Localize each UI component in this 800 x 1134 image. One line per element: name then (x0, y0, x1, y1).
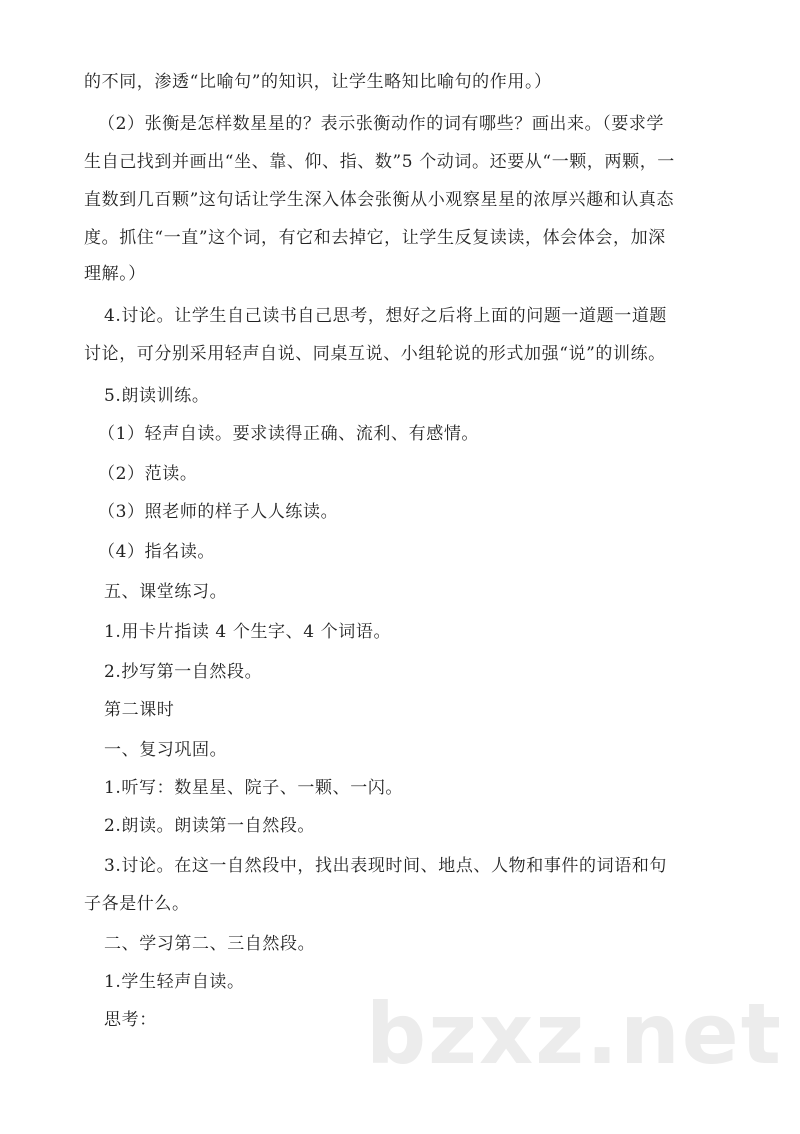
text-line: 一、复习巩固。 (104, 740, 228, 760)
text-line: 2.朗读。朗读第一自然段。 (104, 816, 316, 836)
text-line: 1.用卡片指读 4 个生字、4 个词语。 (104, 622, 392, 642)
watermark: bzxz.net (366, 985, 783, 1083)
text-line: 生自己找到并画出“坐、靠、仰、指、数”5 个动词。还要从“一颗，两颗，一 (84, 152, 675, 172)
text-line: 二、学习第二、三自然段。 (104, 934, 316, 954)
text-line: （4）指名读。 (98, 542, 216, 562)
text-line: 3.讨论。在这一自然段中，找出表现时间、地点、人物和事件的词语和句 (104, 856, 668, 876)
text-line: 1.听写：数星星、院子、一颗、一闪。 (104, 778, 404, 798)
text-line: 的不同，渗透“比喻句”的知识，让学生略知比喻句的作用。） (84, 72, 552, 92)
text-line: 5.朗读训练。 (104, 386, 210, 406)
text-line: （3）照老师的样子人人练读。 (98, 502, 339, 522)
text-line: 第二课时 (104, 700, 175, 720)
text-line: 五、课堂练习。 (104, 582, 228, 602)
text-line: 思考： (104, 1010, 157, 1030)
text-line: 1.学生轻声自读。 (104, 972, 245, 992)
text-line: （2）张衡是怎样数星星的？表示张衡动作的词有哪些？画出来。（要求学 (98, 114, 665, 134)
text-line: 讨论，可分别采用轻声自说、同桌互说、小组轮说的形式加强“说”的训练。 (84, 344, 666, 364)
text-line: 直数到几百颗”这句话让学生深入体会张衡从小观察星星的浓厚兴趣和认真态 (84, 190, 675, 210)
text-line: （1）轻声自读。要求读得正确、流利、有感情。 (98, 424, 480, 444)
text-line: 理解。） (84, 264, 146, 284)
text-line: 4.讨论。让学生自己读书自己思考，想好之后将上面的问题一道题一道题 (104, 306, 668, 326)
text-line: 2.抄写第一自然段。 (104, 662, 263, 682)
text-line: （2）范读。 (98, 464, 198, 484)
text-line: 子各是什么。 (84, 894, 190, 914)
text-line: 度。抓住“一直”这个词，有它和去掉它，让学生反复读读，体会体会，加深 (84, 228, 666, 248)
